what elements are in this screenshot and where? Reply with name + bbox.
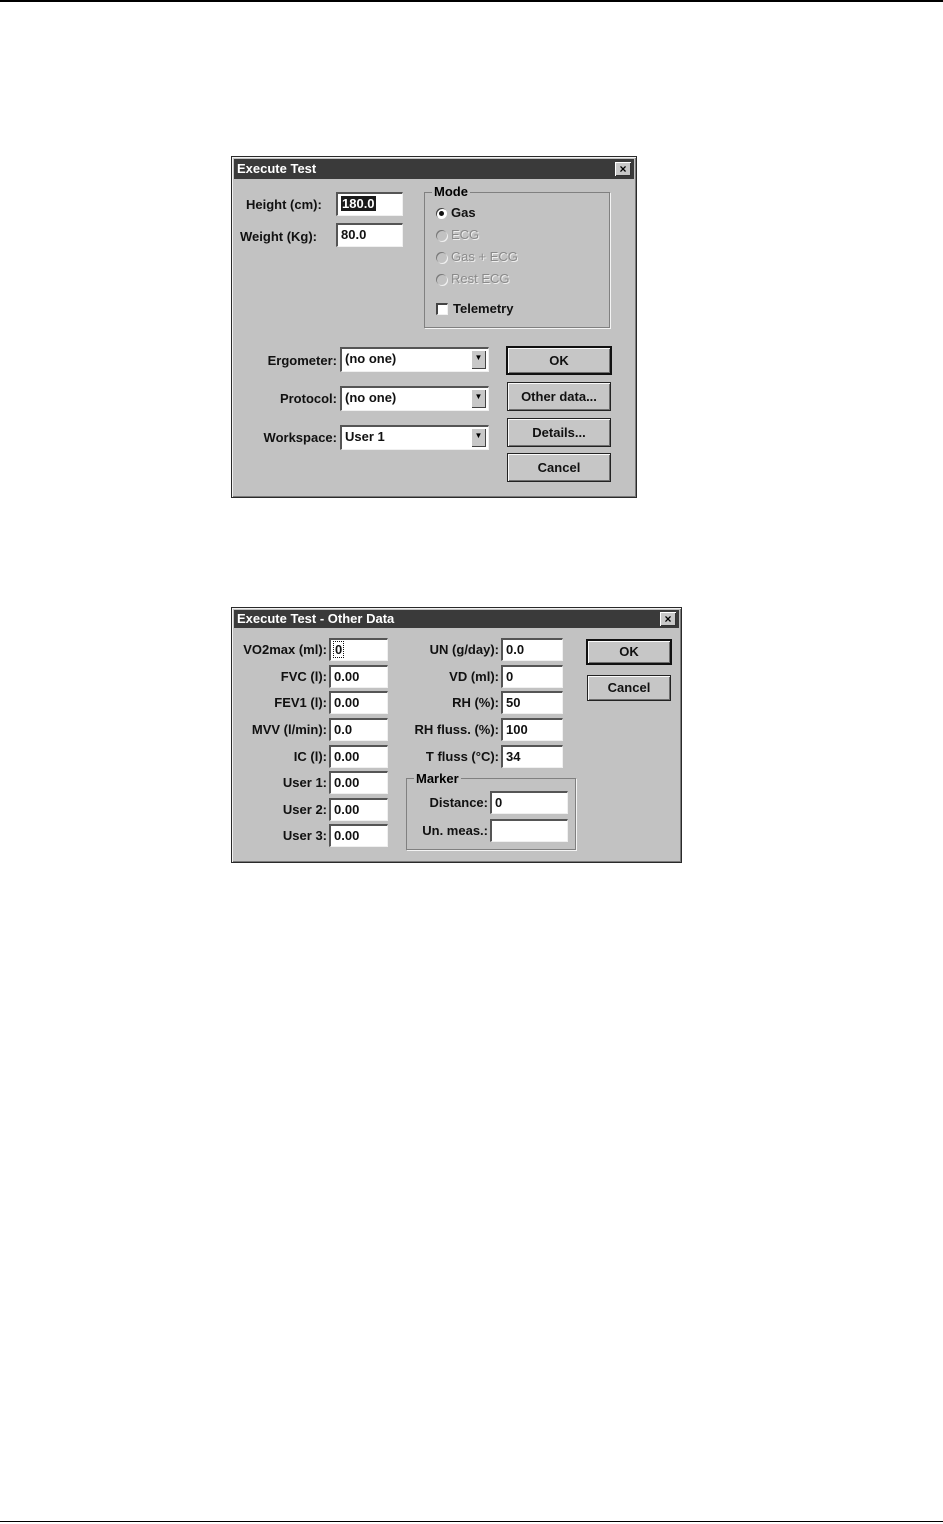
other-data-button[interactable]: Other data... (507, 382, 611, 411)
dialog-title: Execute Test (237, 161, 317, 176)
mode-rest-ecg-label: Rest ECG (451, 271, 510, 286)
weight-label: Weight (Kg): (240, 229, 318, 244)
un-label: UN (g/day): (429, 642, 499, 657)
ok-button[interactable]: OK (506, 346, 612, 375)
other-data-dialog (231, 607, 682, 863)
page-bottom-rule (0, 1521, 943, 1522)
fev1-input[interactable]: 0.00 (329, 691, 388, 714)
user3-input[interactable]: 0.00 (329, 824, 388, 847)
fvc-input[interactable]: 0.00 (329, 665, 388, 688)
height-value: 180.0 (342, 196, 375, 211)
ok-button[interactable]: OK (586, 639, 672, 665)
execute-test-dialog (231, 156, 637, 498)
dialog-title-bar (234, 159, 634, 179)
un-input[interactable]: 0.0 (501, 638, 563, 661)
un-meas-input[interactable] (490, 819, 568, 842)
rh-input[interactable]: 50 (501, 691, 563, 714)
vo2max-value: 0 (335, 642, 343, 657)
protocol-label: Protocol: (279, 391, 337, 406)
chevron-down-icon[interactable]: ▼ (471, 350, 486, 369)
distance-label: Distance: (429, 795, 488, 810)
mode-rest-ecg-radio (436, 274, 447, 285)
mode-ecg-radio (436, 230, 447, 241)
cancel-button[interactable]: Cancel (587, 675, 671, 701)
cancel-button[interactable]: Cancel (507, 453, 611, 482)
ic-input[interactable]: 0.00 (329, 745, 388, 768)
user2-label: User 2: (282, 802, 327, 817)
ic-label: IC (l): (293, 749, 327, 764)
vd-label: VD (ml): (449, 669, 499, 684)
mode-gas-radio[interactable] (436, 208, 447, 219)
protocol-value: (no one) (340, 386, 489, 411)
ergometer-label: Ergometer: (267, 353, 337, 368)
dialog-title: Execute Test - Other Data (237, 611, 395, 626)
workspace-label: Workspace: (263, 430, 337, 445)
fev1-label: FEV1 (l): (274, 695, 327, 710)
chevron-down-icon[interactable]: ▼ (471, 389, 486, 408)
t-fluss-label: T fluss (°C): (425, 749, 499, 764)
fvc-label: FVC (l): (280, 669, 327, 684)
page-top-rule (0, 0, 943, 2)
t-fluss-input[interactable]: 34 (501, 745, 563, 768)
user2-input[interactable]: 0.00 (329, 798, 388, 821)
vd-input[interactable]: 0 (501, 665, 563, 688)
mvv-label: MVV (l/min): (251, 722, 327, 737)
un-meas-label: Un. meas.: (422, 823, 488, 838)
close-icon[interactable]: × (615, 162, 631, 176)
distance-input[interactable]: 0 (490, 791, 568, 814)
height-label: Height (cm): (246, 197, 322, 212)
ergometer-value: (no one) (340, 347, 489, 372)
user1-label: User 1: (282, 775, 327, 790)
mvv-input[interactable]: 0.0 (329, 718, 388, 741)
mode-gas-label[interactable]: Gas (451, 205, 476, 220)
height-input[interactable] (336, 192, 403, 216)
telemetry-label[interactable]: Telemetry (453, 301, 514, 316)
workspace-select[interactable] (340, 425, 489, 450)
details-button[interactable]: Details... (507, 418, 611, 447)
workspace-value: User 1 (340, 425, 489, 450)
dialog-title-bar (234, 610, 679, 628)
rh-fluss-label: RH fluss. (%): (414, 722, 499, 737)
user1-input[interactable]: 0.00 (329, 771, 388, 794)
close-icon[interactable]: × (660, 612, 676, 626)
rh-label: RH (%): (452, 695, 499, 710)
mode-gas-ecg-radio (436, 252, 447, 263)
chevron-down-icon[interactable]: ▼ (471, 428, 486, 447)
mode-ecg-label: ECG (451, 227, 480, 242)
protocol-select[interactable] (340, 386, 489, 411)
vo2max-input[interactable] (329, 638, 388, 661)
mode-group-title: Mode (434, 184, 468, 199)
weight-input[interactable]: 80.0 (336, 223, 403, 247)
marker-group-title: Marker (416, 771, 459, 786)
ergometer-select[interactable] (340, 347, 489, 372)
vo2max-label: VO2max (ml): (243, 642, 327, 657)
telemetry-checkbox[interactable] (436, 303, 448, 315)
mode-gas-ecg-label: Gas + ECG (451, 249, 518, 264)
rh-fluss-input[interactable]: 100 (501, 718, 563, 741)
user3-label: User 3: (282, 828, 327, 843)
